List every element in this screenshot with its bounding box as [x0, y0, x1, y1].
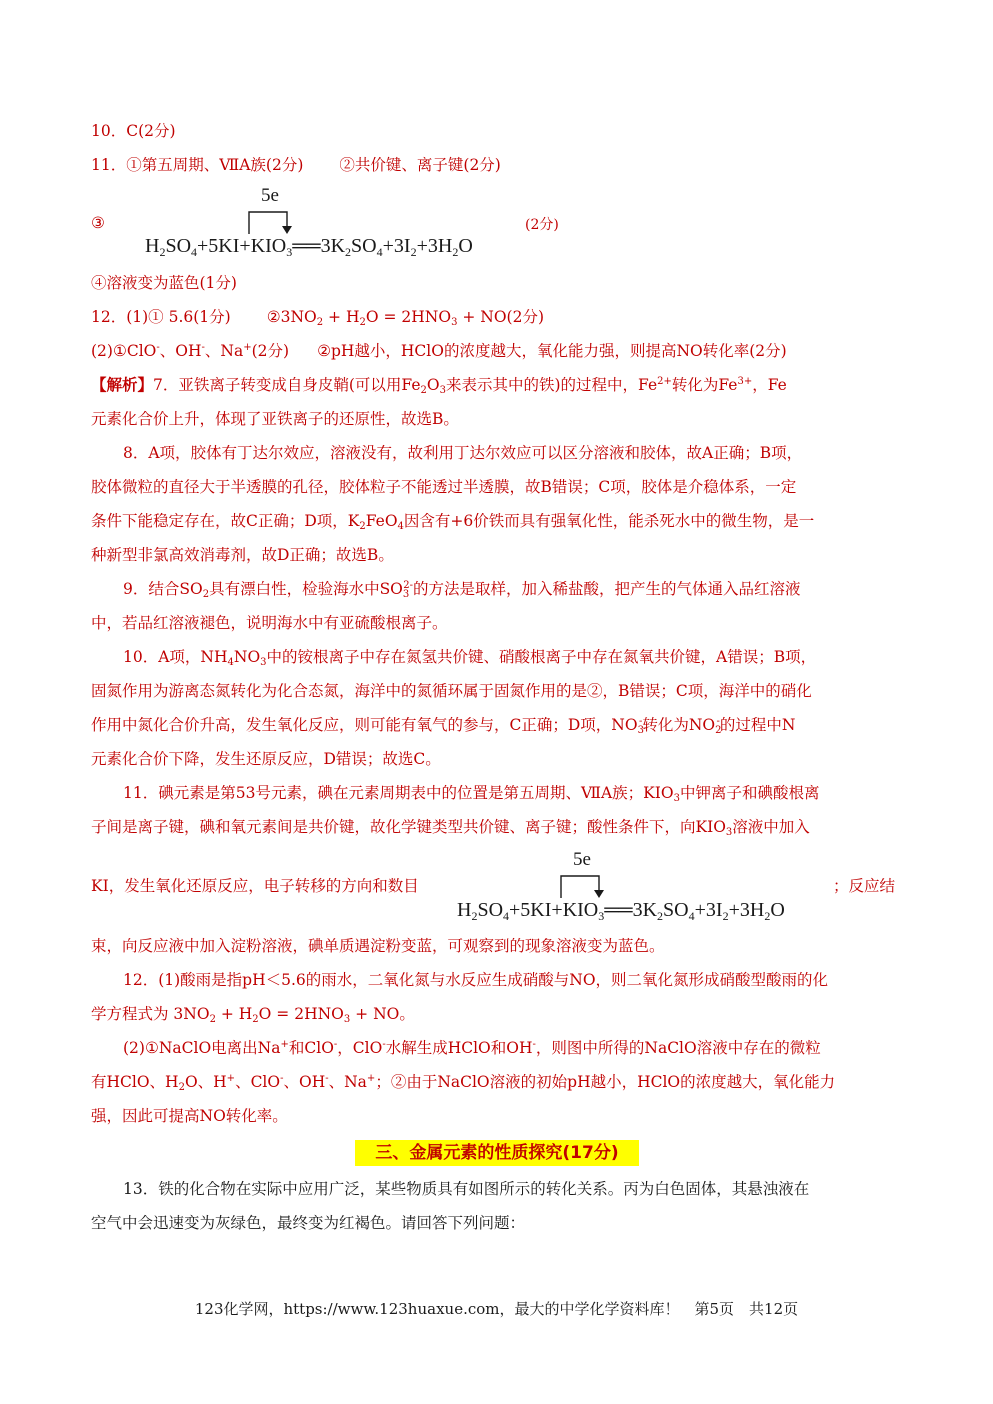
- electron-count-label: 5e: [261, 185, 279, 206]
- reaction-formula: $H_2SO_4+5KI+KIO_3══3K_2SO_4+3I_2+3H_2O$: [145, 235, 473, 259]
- explanation-8-line3: 条件下能稳定存在，故C正确；D项，$K_2FeO_4$因含有+6价铁而具有强氧化性，能杀死水中的微生物，是一: [91, 512, 815, 532]
- explanation-12-part2-line3: 强，因此可提高NO转化率。: [91, 1107, 288, 1125]
- explanation-10-line2: 固氮作用为游离态氮转化为化合态氮，海洋中的氮循环属于固氮作用的是②，B错误；C项，海洋中的硝化: [91, 682, 812, 700]
- explanation-9-line1: 9．结合$SO_2$具有漂白性，检验海水中$SO_3^{2-}$的方法是取样，加入稀盐酸，把产生的气体通入品红溶液: [123, 580, 801, 600]
- explanation-8-line1: 8．A项，胶体有丁达尔效应，溶液没有，故利用丁达尔效应可以区分溶液和胶体，故A正确；B项，: [123, 444, 803, 462]
- answer-10: 10．C(2分): [91, 122, 176, 140]
- explanation-11-line4: 束，向反应液中加入淀粉溶液，碘单质遇淀粉变蓝，可观察到的现象溶液变为蓝色。: [91, 937, 665, 955]
- electron-transfer-equation-2: [457, 850, 837, 926]
- explanation-11-line3-left: KI，发生氧化还原反应，电子转移的方向和数目: [91, 877, 419, 895]
- question-13-line2: 空气中会迅速变为灰绿色，最终变为红褐色。请回答下列问题：: [91, 1214, 526, 1232]
- question-13-line1: 13．铁的化合物在实际中应用广泛，某些物质具有如图所示的转化关系。丙为白色固体，其悬浊液在: [123, 1180, 810, 1198]
- reaction-formula: $H_2SO_4+5KI+KIO_3══3K_2SO_4+3I_2+3H_2O$: [457, 899, 785, 923]
- explanation-11-line1: 11．碘元素是第53号元素，碘在元素周期表中的位置是第五周期、ⅦA族；$KIO_3$中钾离子和碘酸根离: [123, 784, 820, 804]
- page-footer: 123化学网，https://www.123huaxue.com，最大的中学化学资料库！ 第5页 共12页: [194, 1300, 799, 1318]
- explanation-12-line2: 学方程式为 $3NO_2 + H_2O = 2HNO_3$ + NO。: [91, 1005, 415, 1025]
- electron-count-label: 5e: [573, 849, 591, 870]
- section-title: 三、金属元素的性质探究(17分): [355, 1140, 639, 1166]
- explanation-8-line2: 胶体微粒的直径大于半透膜的孔径，胶体粒子不能透过半透膜，故B错误；C项，胶体是介稳体系，一定: [91, 478, 797, 496]
- explanation-10-line4: 元素化合价下降，发生还原反应，D错误；故选C。: [91, 750, 441, 768]
- explanation-8-line4: 种新型非氯高效消毒剂，故D正确；故选B。: [91, 546, 394, 564]
- explanation-7-line2: 元素化合价上升，体现了亚铁离子的还原性，故选B。: [91, 410, 459, 428]
- explanation-7-line1: 【解析】7．亚铁离子转变成自身皮鞘(可以用$Fe_2O_3$来表示其中的铁)的过程中，$Fe^{2+}$转化为$Fe^{3+}$，Fe: [91, 375, 787, 396]
- explanation-12-part2-line1: (2)①NaClO电离出Na+和ClO-，ClO-水解生成HClO和OH-，则图中所得的NaClO溶液中存在的微粒: [123, 1039, 821, 1057]
- explanation-10-line1: 10．A项，$NH_4NO_3$中的铵根离子中存在氮氢共价键、硝酸根离子中存在氮氧共价键，A错误；B项，: [123, 648, 817, 668]
- answer-11-circle-4: ④溶液变为蓝色(1分): [91, 274, 237, 292]
- answer-12-part2: (2)①ClO-、OH-、Na+(2分) ②pH越小，HClO的浓度越大，氧化能力强，则提高NO转化率(2分): [91, 342, 787, 360]
- answer-11-score: (2分): [525, 217, 559, 233]
- electron-transfer-equation-1: [145, 186, 525, 262]
- explanation-10-line3: 作用中氮化合价升高，发生氧化反应，则可能有氧气的参与，C正确；D项，$NO_3^-$转化为$NO_2^-$的过程中N: [91, 716, 796, 736]
- explanation-11-line3-right: ；反应结: [833, 877, 896, 895]
- answer-12-part1: 12．(1)① 5.6(1分) $②3NO_2 + H_2O = 2HNO_3 + NO(2$分): [91, 308, 545, 328]
- explanation-11-line2: 子间是离子键，碘和氧元素间是共价键，故化学键类型共价键、离子键；酸性条件下，向$KIO_3$溶液中加入: [91, 818, 810, 838]
- answer-11-circle-3: ③: [91, 214, 105, 232]
- explanation-9-line2: 中，若品红溶液褪色，说明海水中有亚硫酸根离子。: [91, 614, 448, 632]
- explanation-12-line1: 12．(1)酸雨是指pH＜5.6的雨水，二氧化氮与水反应生成硝酸与NO，则二氧化氮形成硝酸型酸雨的化: [123, 971, 829, 989]
- answer-11-line: 11．①第五周期、ⅦA族(2分) ②共价键、离子键(2分): [91, 156, 501, 174]
- explanation-12-part2-line2: 有HClO、$H_2O$、H+、ClO-、OH-、Na+；②由于NaClO溶液的初始pH越小，HClO的浓度越大，氧化能力: [91, 1073, 836, 1093]
